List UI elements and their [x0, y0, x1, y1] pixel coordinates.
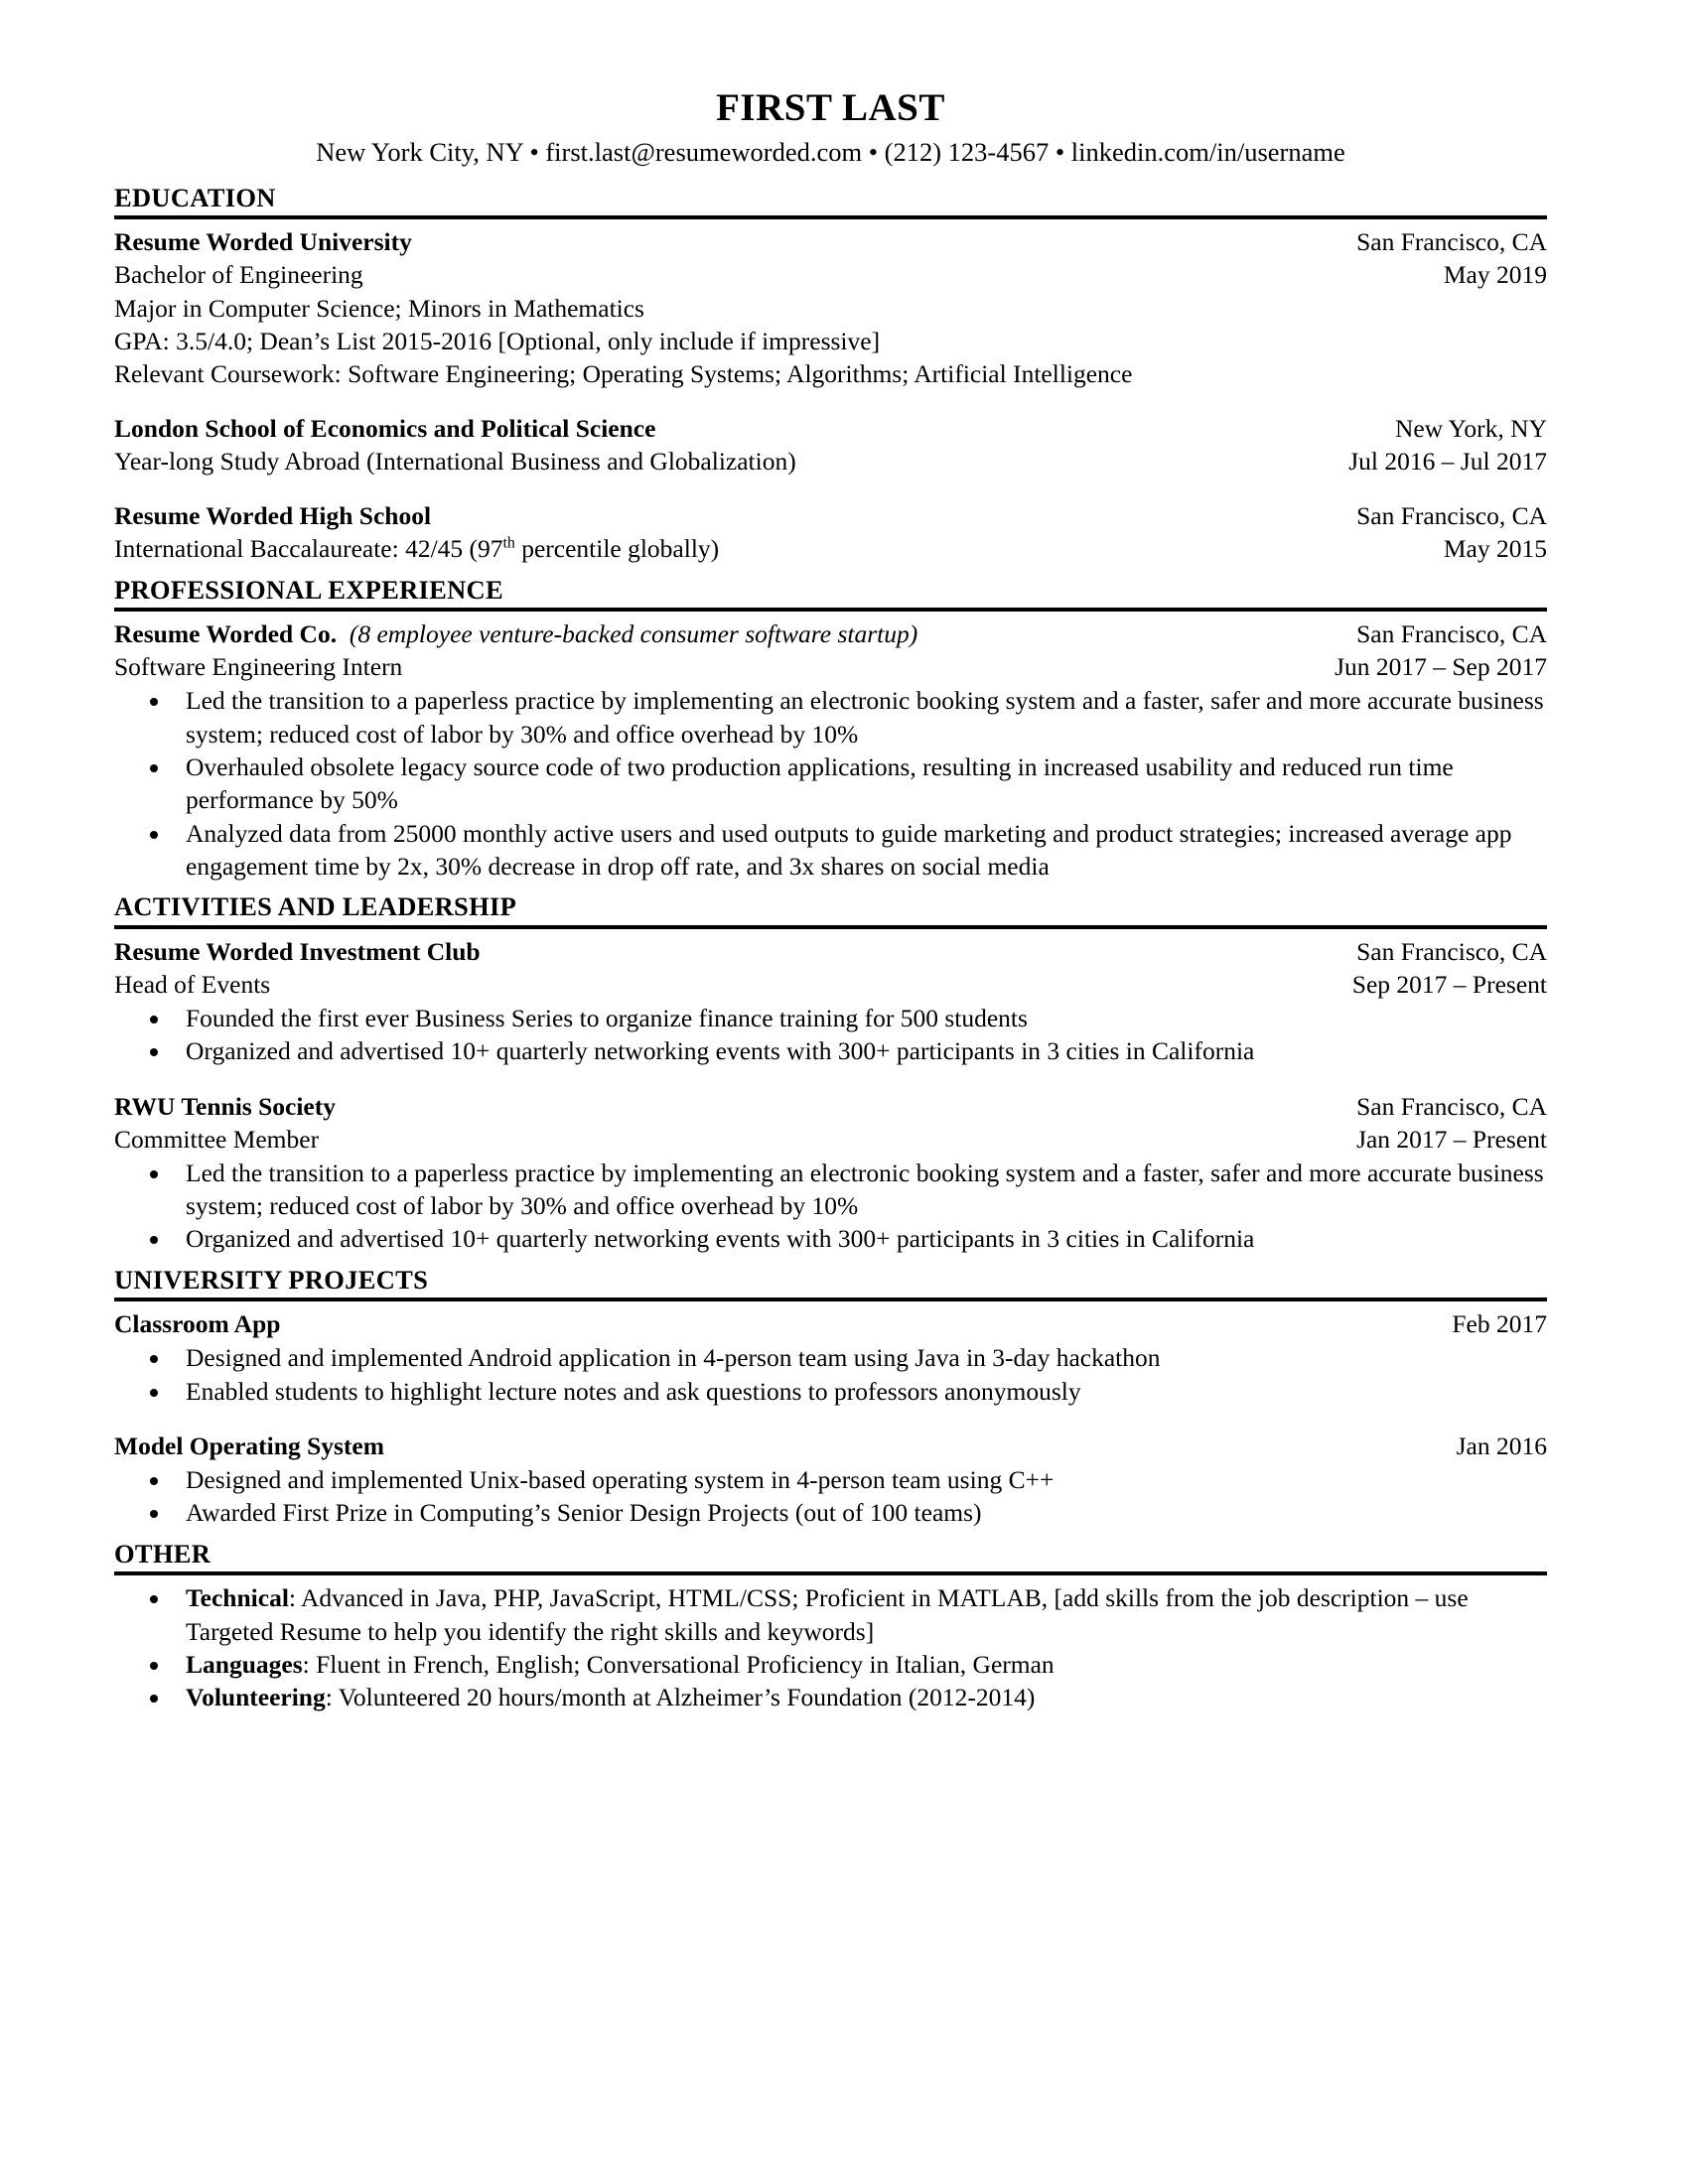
- section-divider: [114, 608, 1547, 612]
- date-range: May 2019: [1443, 260, 1547, 290]
- section-heading-activities: ACTIVITIES AND LEADERSHIP: [114, 891, 517, 922]
- date-range: Jun 2017 – Sep 2017: [1335, 652, 1547, 682]
- skill-category-label: Volunteering: [186, 1683, 326, 1712]
- project-date: Feb 2017: [1452, 1309, 1547, 1339]
- list-item: Designed and implemented Unix-based operating system in 4-person team using C++: [114, 1463, 1547, 1496]
- section-divider: [114, 925, 1547, 929]
- entry-header-row: [114, 225, 1547, 258]
- role-title: Committee Member: [114, 1124, 320, 1154]
- section-activities: [114, 892, 1547, 1256]
- organization-name: Resume Worded High School: [114, 501, 432, 531]
- entry-header-row: [114, 1090, 1547, 1123]
- bullet-list: [114, 1002, 1547, 1068]
- list-item: Awarded First Prize in Computing’s Senior Design Projects (out of 100 teams): [114, 1496, 1547, 1529]
- section-experience: [114, 576, 1547, 884]
- project-name: Classroom App: [114, 1309, 281, 1339]
- education-detail: Relevant Coursework: Software Engineering; Operating Systems; Algorithms; Artificial Intelligence: [114, 358, 1133, 388]
- date-range: Jul 2016 – Jul 2017: [1348, 447, 1547, 477]
- section-projects: [114, 1266, 1547, 1530]
- entry-subheader-row: [114, 258, 1547, 291]
- list-item: Organized and advertised 10+ quarterly networking events with 300+ participants in 3 cities in California: [114, 1222, 1547, 1255]
- page-title: FIRST LAST: [716, 86, 945, 129]
- skill-category-text: : Fluent in French, English; Conversational Proficiency in Italian, German: [302, 1649, 1055, 1679]
- education-detail: Major in Computer Science; Minors in Mathematics: [114, 293, 644, 323]
- role-title: Head of Events: [114, 969, 271, 999]
- company-note: (8 employee venture-backed consumer software startup): [349, 619, 918, 649]
- project-date: Jan 2016: [1456, 1431, 1547, 1460]
- section-divider: [114, 1297, 1547, 1301]
- skill-category-text: : Volunteered 20 hours/month at Alzheimer’s Foundation (2012-2014): [325, 1683, 1036, 1712]
- education-detail: GPA: 3.5/4.0; Dean’s List 2015-2016 [Optional, only include if impressive]: [114, 326, 881, 355]
- organization-name: RWU Tennis Society: [114, 1091, 336, 1121]
- project-entry: [114, 1430, 1547, 1530]
- date-range: May 2015: [1443, 534, 1547, 564]
- section-heading-other: OTHER: [114, 1538, 211, 1569]
- bullet-list: [114, 1581, 1547, 1713]
- skill-category-label: Languages: [186, 1649, 303, 1679]
- entry-header-row: [114, 1307, 1547, 1340]
- date-range: Sep 2017 – Present: [1351, 969, 1547, 999]
- entry-header-row: [114, 499, 1547, 532]
- location: San Francisco, CA: [1356, 1091, 1547, 1121]
- degree-title: Bachelor of Engineering: [114, 260, 363, 290]
- activity-entry: [114, 935, 1547, 1068]
- ordinal-superscript: th: [502, 534, 515, 552]
- degree-title: Year-long Study Abroad (International Business and Globalization): [114, 447, 796, 477]
- organization-name: London School of Economics and Political Science: [114, 413, 656, 443]
- section-divider: [114, 1571, 1547, 1575]
- list-item: Enabled students to highlight lecture notes and ask questions to professors anonymously: [114, 1375, 1547, 1408]
- location: San Francisco, CA: [1356, 936, 1547, 966]
- list-item: Led the transition to a paperless practice by implementing an electronic booking system and a faster, safer and more accurate business system; reduced cost of labor by 30% and office overhead by 10%: [114, 1157, 1547, 1223]
- skill-category-label: Technical: [186, 1583, 289, 1613]
- education-entry: [114, 225, 1547, 390]
- section-other: [114, 1540, 1547, 1714]
- bullet-list: [114, 1341, 1547, 1408]
- list-item: Overhauled obsolete legacy source code of two production applications, resulting in increased usability and reduced run time performance by 50%: [114, 751, 1547, 817]
- contact-line: New York City, NY • first.last@resumeworded.com • (212) 123-4567 • linkedin.com/in/username: [316, 137, 1345, 168]
- location: San Francisco, CA: [1356, 619, 1547, 649]
- job-title: Software Engineering Intern: [114, 652, 403, 682]
- skill-category-text: : Advanced in Java, PHP, JavaScript, HTML/CSS; Proficient in MATLAB, [add skills from the job description – use Targeted Resume to help you identify the right skills and keywords]: [186, 1583, 1469, 1646]
- section-heading-experience: PROFESSIONAL EXPERIENCE: [114, 574, 503, 605]
- entry-subheader-row: [114, 650, 1547, 683]
- entry-header-row: [114, 935, 1547, 968]
- location: New York, NY: [1394, 413, 1547, 443]
- list-item: Founded the first ever Business Series to organize finance training for 500 students: [114, 1002, 1547, 1034]
- bullet-list: [114, 684, 1547, 883]
- diploma-score: [114, 532, 1444, 565]
- location: San Francisco, CA: [1356, 501, 1547, 531]
- date-range: Jan 2017 – Present: [1356, 1124, 1547, 1154]
- list-item: [114, 1581, 1547, 1648]
- entry-subheader-row: [114, 445, 1547, 478]
- list-item: [114, 1681, 1547, 1713]
- entry-subheader-row: [114, 1123, 1547, 1156]
- bullet-list: [114, 1463, 1547, 1530]
- list-item: Led the transition to a paperless practice by implementing an electronic booking system and a faster, safer and more accurate business system; reduced cost of labor by 30% and office overhead by 10%: [114, 684, 1547, 751]
- diploma-score-suffix: percentile globally): [514, 534, 720, 564]
- bullet-list: [114, 1157, 1547, 1256]
- section-divider: [114, 215, 1547, 219]
- list-item: Organized and advertised 10+ quarterly networking events with 300+ participants in 3 cities in California: [114, 1034, 1547, 1067]
- section-heading-projects: UNIVERSITY PROJECTS: [114, 1264, 429, 1295]
- diploma-score-prefix: International Baccalaureate: 42/45 (97: [114, 534, 503, 564]
- location: San Francisco, CA: [1356, 227, 1547, 257]
- list-item: Analyzed data from 25000 monthly active users and used outputs to guide marketing and product strategies; increased average app engagement time by 2x, 30% decrease in drop off rate, and 3x shares on social media: [114, 817, 1547, 884]
- entry-header-row: [114, 617, 1547, 650]
- entry-subheader-row: [114, 968, 1547, 1001]
- list-item: Designed and implemented Android application in 4-person team using Java in 3-day hackathon: [114, 1341, 1547, 1374]
- activity-entry: [114, 1090, 1547, 1256]
- project-entry: [114, 1307, 1547, 1408]
- entry-header-row: [114, 1430, 1547, 1462]
- project-name: Model Operating System: [114, 1431, 384, 1460]
- entry-subheader-row: [114, 532, 1547, 565]
- organization-name: Resume Worded Investment Club: [114, 936, 481, 966]
- education-entry: [114, 499, 1547, 565]
- company-name-group: [114, 617, 1356, 650]
- experience-entry: [114, 617, 1547, 883]
- company-name: Resume Worded Co.: [114, 619, 338, 649]
- list-item: [114, 1648, 1547, 1681]
- entry-header-row: [114, 412, 1547, 445]
- section-education: [114, 184, 1547, 566]
- organization-name: Resume Worded University: [114, 227, 412, 257]
- section-heading-education: EDUCATION: [114, 182, 276, 212]
- education-entry: [114, 412, 1547, 478]
